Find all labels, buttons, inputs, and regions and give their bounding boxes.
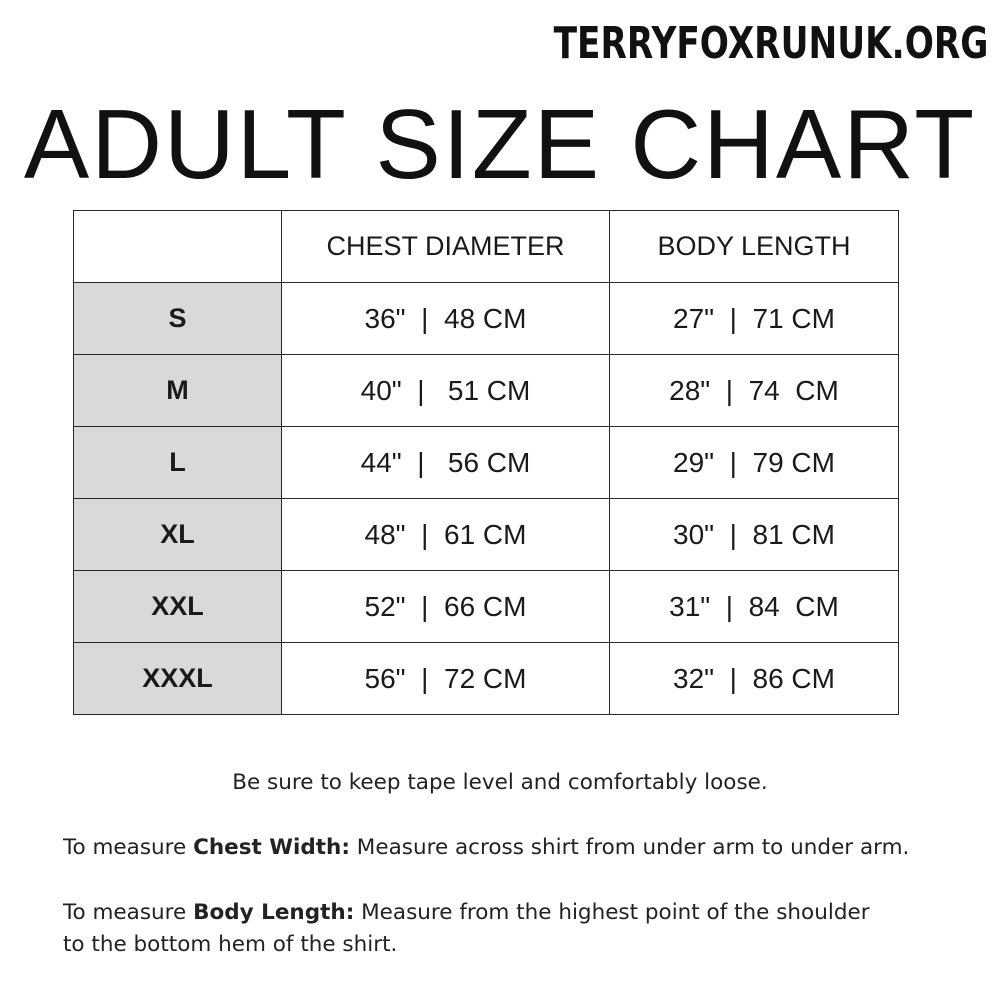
table-row bbox=[74, 355, 899, 427]
size-label: L bbox=[74, 427, 282, 499]
table-row bbox=[74, 571, 899, 643]
size-label: XL bbox=[74, 499, 282, 571]
size-chart-table bbox=[73, 210, 899, 715]
header-cell-chest-diameter: CHEST DIAMETER bbox=[282, 211, 610, 283]
chest-value: 56" | 72 CM bbox=[282, 643, 610, 715]
body-length-note bbox=[63, 897, 963, 961]
chest-note-text: Measure across shirt from under arm to under arm. bbox=[349, 835, 910, 860]
size-label: XXL bbox=[74, 571, 282, 643]
chest-note-prefix: To measure bbox=[63, 835, 194, 860]
body-note-prefix: To measure bbox=[63, 900, 194, 925]
chest-value: 36" | 48 CM bbox=[282, 283, 610, 355]
body-note-text-line2: to the bottom hem of the shirt. bbox=[63, 932, 398, 957]
chest-value: 48" | 61 CM bbox=[282, 499, 610, 571]
body-note-label: Body Length: bbox=[193, 900, 355, 925]
table-header-row bbox=[74, 211, 899, 283]
length-value: 31" | 84 CM bbox=[610, 571, 899, 643]
chest-value: 40" | 51 CM bbox=[282, 355, 610, 427]
length-value: 29" | 79 CM bbox=[610, 427, 899, 499]
size-label: XXXL bbox=[74, 643, 282, 715]
page-title: ADULT SIZE CHART bbox=[23, 89, 977, 199]
length-value: 28" | 74 CM bbox=[610, 355, 899, 427]
header-cell-size bbox=[74, 211, 282, 283]
size-label: M bbox=[74, 355, 282, 427]
length-value: 32" | 86 CM bbox=[610, 643, 899, 715]
length-value: 27" | 71 CM bbox=[610, 283, 899, 355]
table-row bbox=[74, 283, 899, 355]
length-value: 30" | 81 CM bbox=[610, 499, 899, 571]
table-row bbox=[74, 499, 899, 571]
chest-value: 44" | 56 CM bbox=[282, 427, 610, 499]
table-row bbox=[74, 643, 899, 715]
table-row bbox=[74, 427, 899, 499]
site-url: TERRYFOXRUNUK.ORG bbox=[553, 18, 988, 69]
tape-note: Be sure to keep tape level and comfortably loose. bbox=[232, 770, 768, 795]
chest-note-label: Chest Width: bbox=[193, 835, 350, 860]
header-cell-body-length: BODY LENGTH bbox=[610, 211, 899, 283]
body-note-text-line1: Measure from the highest point of the shoulder bbox=[354, 900, 870, 925]
size-label: S bbox=[74, 283, 282, 355]
chest-width-note bbox=[63, 832, 993, 864]
chest-value: 52" | 66 CM bbox=[282, 571, 610, 643]
